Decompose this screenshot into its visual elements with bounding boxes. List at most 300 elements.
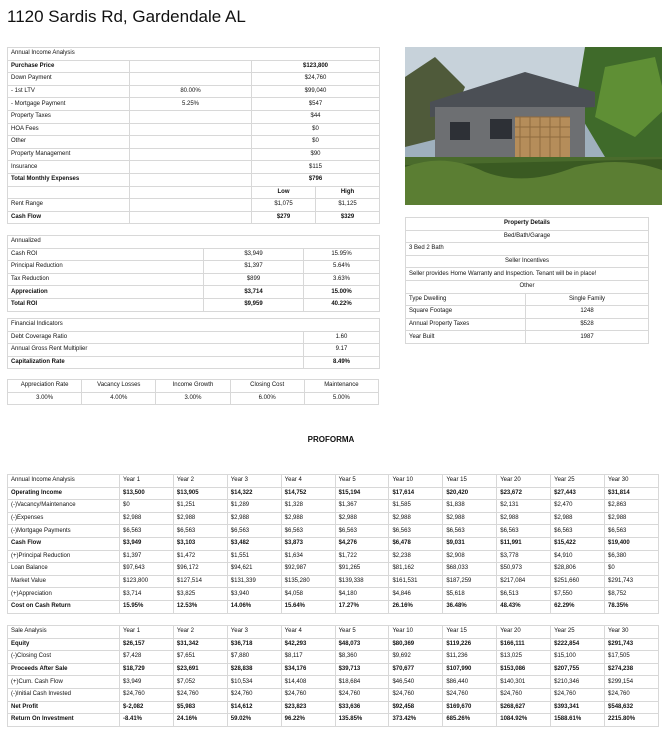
seller-incentives-text: Seller provides Home Warranty and Inspection. Tenant will be in place! <box>406 268 649 281</box>
income-value: $547 <box>252 98 380 111</box>
income-label: Other <box>8 136 130 149</box>
proforma-year-header: Year 2 <box>173 475 227 488</box>
income-label: Insurance <box>8 161 130 174</box>
proforma-cell: $1,328 <box>281 500 335 513</box>
sale-cell: $92,458 <box>389 701 443 714</box>
proforma-cell: 26.16% <box>389 600 443 613</box>
sale-cell: $14,612 <box>227 701 281 714</box>
sale-cell: $9,692 <box>389 651 443 664</box>
proforma-row <box>8 512 659 525</box>
assumption-value: 5.00% <box>304 392 378 405</box>
proforma-year-header: Year 10 <box>389 475 443 488</box>
financial-row <box>8 356 380 369</box>
proforma-cell: $13,905 <box>173 487 227 500</box>
proforma-cell: $50,973 <box>497 563 551 576</box>
proforma-year-header: Year 5 <box>335 475 389 488</box>
income-header: Annual Income Analysis <box>8 48 380 61</box>
sale-cell: $222,854 <box>551 638 605 651</box>
proforma-cell: $2,470 <box>551 500 605 513</box>
sale-cell: $23,691 <box>173 663 227 676</box>
cash-flow-label: Cash Flow <box>8 211 130 224</box>
proforma-cell: $123,800 <box>120 575 174 588</box>
sale-cell: $119,226 <box>443 638 497 651</box>
proforma-cell: $5,618 <box>443 588 497 601</box>
sale-cell: $46,540 <box>389 676 443 689</box>
sale-cell: $24,760 <box>389 688 443 701</box>
sale-cell: $10,534 <box>227 676 281 689</box>
income-percent <box>130 136 252 149</box>
proforma-cell: $23,672 <box>497 487 551 500</box>
proforma-cell: 15.64% <box>281 600 335 613</box>
sale-cell: 1588.61% <box>551 714 605 727</box>
proforma-cell: $3,103 <box>173 537 227 550</box>
proforma-cell: $3,949 <box>120 537 174 550</box>
financial-indicators-table <box>7 318 380 369</box>
sale-cell: $24,760 <box>551 688 605 701</box>
sale-row-label: Net Profit <box>8 701 120 714</box>
annualized-label: Total ROI <box>8 298 204 311</box>
sale-cell: $-2,082 <box>120 701 174 714</box>
proforma-cell: $6,563 <box>335 525 389 538</box>
proforma-cell: $6,478 <box>389 537 443 550</box>
proforma-cell: $4,846 <box>389 588 443 601</box>
proforma-cell: $217,084 <box>497 575 551 588</box>
proforma-cell: $9,031 <box>443 537 497 550</box>
income-table <box>7 47 380 224</box>
proforma-row-label: Loan Balance <box>8 563 120 576</box>
proforma-cell: $14,322 <box>227 487 281 500</box>
proforma-cell: $1,289 <box>227 500 281 513</box>
proforma-cell: $2,988 <box>281 512 335 525</box>
sale-cell: $28,838 <box>227 663 281 676</box>
proforma-cell: $2,988 <box>227 512 281 525</box>
sale-cell: $107,990 <box>443 663 497 676</box>
proforma-header: Annual Income Analysis <box>8 475 120 488</box>
property-label: Square Footage <box>406 306 526 319</box>
proforma-cell: $3,873 <box>281 537 335 550</box>
proforma-cell: $2,988 <box>497 512 551 525</box>
income-value: $24,760 <box>252 73 380 86</box>
annualized-row <box>8 248 380 261</box>
income-percent <box>130 148 252 161</box>
financial-row <box>8 344 380 357</box>
sale-row <box>8 701 659 714</box>
proforma-cell: $4,910 <box>551 550 605 563</box>
proforma-row <box>8 550 659 563</box>
sale-cell: $24,760 <box>335 688 389 701</box>
sale-cell: $5,983 <box>173 701 227 714</box>
proforma-cell: $17,614 <box>389 487 443 500</box>
assumption-label: Closing Cost <box>230 380 304 393</box>
cash-flow-low: $279 <box>252 211 316 224</box>
proforma-cell: $2,988 <box>605 512 659 525</box>
sale-cell: 59.02% <box>227 714 281 727</box>
proforma-row-label: (+)Appreciation <box>8 588 120 601</box>
sale-cell: $8,117 <box>281 651 335 664</box>
annualized-value: $1,397 <box>204 261 304 274</box>
assumption-label: Vacancy Losses <box>82 380 156 393</box>
sale-cell: $24,760 <box>227 688 281 701</box>
sale-analysis-table <box>7 625 659 727</box>
sale-cell: $166,111 <box>497 638 551 651</box>
proforma-year-header: Year 15 <box>443 475 497 488</box>
proforma-row <box>8 537 659 550</box>
annualized-row <box>8 261 380 274</box>
proforma-cell: $11,991 <box>497 537 551 550</box>
proforma-cell: $6,563 <box>389 525 443 538</box>
proforma-cell: $6,563 <box>227 525 281 538</box>
sale-cell: $33,636 <box>335 701 389 714</box>
financial-header: Financial Indicators <box>8 319 380 332</box>
property-value: 1987 <box>526 331 649 344</box>
income-label: Property Management <box>8 148 130 161</box>
annualized-percent: 3.63% <box>304 273 380 286</box>
cash-flow-high: $329 <box>316 211 380 224</box>
sale-row-label: (+)Cum. Cash Flow <box>8 676 120 689</box>
annualized-row <box>8 298 380 311</box>
sale-year-header: Year 10 <box>389 626 443 639</box>
assumption-label: Income Growth <box>156 380 230 393</box>
sale-cell: $548,632 <box>605 701 659 714</box>
proforma-cell: $96,172 <box>173 563 227 576</box>
proforma-cell: $139,338 <box>335 575 389 588</box>
annualized-percent: 15.00% <box>304 286 380 299</box>
proforma-cell: $91,265 <box>335 563 389 576</box>
proforma-cell: $2,988 <box>389 512 443 525</box>
seller-incentives-label: Seller Incentives <box>406 255 649 268</box>
assumption-value: 6.00% <box>230 392 304 405</box>
annualized-row <box>8 273 380 286</box>
proforma-cell: $2,988 <box>173 512 227 525</box>
sale-year-header: Year 4 <box>281 626 335 639</box>
sale-cell: $80,369 <box>389 638 443 651</box>
proforma-cell: $27,443 <box>551 487 605 500</box>
income-row <box>8 123 380 136</box>
proforma-row-label: Cost on Cash Return <box>8 600 120 613</box>
rent-range-label: Rent Range <box>8 199 130 212</box>
property-row <box>406 293 649 306</box>
proforma-cell: $1,367 <box>335 500 389 513</box>
proforma-row-label: Market Value <box>8 575 120 588</box>
proforma-cell: $1,397 <box>120 550 174 563</box>
sale-year-header: Year 20 <box>497 626 551 639</box>
sale-cell: $86,440 <box>443 676 497 689</box>
proforma-row-label: (-)Mortgage Payments <box>8 525 120 538</box>
proforma-cell: 14.06% <box>227 600 281 613</box>
sale-cell: $14,408 <box>281 676 335 689</box>
proforma-row <box>8 575 659 588</box>
sale-cell: $3,949 <box>120 676 174 689</box>
proforma-cell: $1,838 <box>443 500 497 513</box>
proforma-cell: $6,513 <box>497 588 551 601</box>
property-label: Year Built <box>406 331 526 344</box>
annualized-percent: 15.95% <box>304 248 380 261</box>
proforma-cell: $2,238 <box>389 550 443 563</box>
sale-cell: $17,505 <box>605 651 659 664</box>
assumptions-table <box>7 379 379 405</box>
proforma-cell: $135,280 <box>281 575 335 588</box>
bed-bath-value: 3 Bed 2 Bath <box>406 243 649 256</box>
property-details-table <box>405 217 649 344</box>
proforma-cell: 78.35% <box>605 600 659 613</box>
proforma-cell: $6,380 <box>605 550 659 563</box>
income-row <box>8 98 380 111</box>
proforma-cell: $92,987 <box>281 563 335 576</box>
sale-year-header: Year 25 <box>551 626 605 639</box>
income-row <box>8 60 380 73</box>
rent-high: $1,125 <box>316 199 380 212</box>
proforma-cell: $7,550 <box>551 588 605 601</box>
proforma-cell: $14,752 <box>281 487 335 500</box>
proforma-cell: $6,563 <box>173 525 227 538</box>
income-percent <box>130 60 252 73</box>
financial-value: 1.60 <box>304 331 380 344</box>
annualized-percent: 5.64% <box>304 261 380 274</box>
assumption-value: 3.00% <box>156 392 230 405</box>
sale-cell: $291,743 <box>605 638 659 651</box>
proforma-cell: $68,033 <box>443 563 497 576</box>
sale-cell: 1084.92% <box>497 714 551 727</box>
sale-cell: $36,718 <box>227 638 281 651</box>
proforma-cell: $0 <box>605 563 659 576</box>
proforma-cell: $4,058 <box>281 588 335 601</box>
income-label: Total Monthly Expenses <box>8 173 130 186</box>
proforma-cell: $8,752 <box>605 588 659 601</box>
proforma-cell: $187,259 <box>443 575 497 588</box>
proforma-cell: $3,778 <box>497 550 551 563</box>
proforma-cell: $2,988 <box>335 512 389 525</box>
property-details-header: Property Details <box>406 218 649 231</box>
proforma-row-label: (-)Vacancy/Maintenance <box>8 500 120 513</box>
annualized-value: $9,959 <box>204 298 304 311</box>
proforma-cell: $81,162 <box>389 563 443 576</box>
income-value: $99,040 <box>252 85 380 98</box>
proforma-cell: $6,563 <box>443 525 497 538</box>
proforma-cell: $94,621 <box>227 563 281 576</box>
sale-cell: 24.16% <box>173 714 227 727</box>
assumption-label: Appreciation Rate <box>8 380 82 393</box>
annualized-value: $3,714 <box>204 286 304 299</box>
property-photo <box>405 47 662 205</box>
proforma-cell: $3,482 <box>227 537 281 550</box>
proforma-cell: $15,194 <box>335 487 389 500</box>
sale-cell: $7,428 <box>120 651 174 664</box>
sale-header: Sale Analysis <box>8 626 120 639</box>
proforma-cell: $13,500 <box>120 487 174 500</box>
income-percent <box>130 161 252 174</box>
proforma-cell: $6,563 <box>120 525 174 538</box>
proforma-cell: $291,743 <box>605 575 659 588</box>
sale-cell: $8,360 <box>335 651 389 664</box>
property-label: Annual Property Taxes <box>406 318 526 331</box>
financial-value: 8.49% <box>304 356 380 369</box>
income-value: $123,800 <box>252 60 380 73</box>
sale-cell: $24,760 <box>443 688 497 701</box>
annualized-table <box>7 235 380 312</box>
sale-row-label: Proceeds After Sale <box>8 663 120 676</box>
property-row <box>406 306 649 319</box>
income-row <box>8 148 380 161</box>
income-label: - Mortgage Payment <box>8 98 130 111</box>
proforma-cell: $6,563 <box>551 525 605 538</box>
income-value: $90 <box>252 148 380 161</box>
annualized-header: Annualized <box>8 236 380 249</box>
proforma-row <box>8 500 659 513</box>
sale-cell: $24,760 <box>120 688 174 701</box>
sale-cell: $34,176 <box>281 663 335 676</box>
sale-row <box>8 714 659 727</box>
proforma-cell: $6,563 <box>605 525 659 538</box>
income-row <box>8 173 380 186</box>
financial-row <box>8 331 380 344</box>
proforma-cell: $3,714 <box>120 588 174 601</box>
proforma-cell: $161,531 <box>389 575 443 588</box>
sale-cell: $24,760 <box>173 688 227 701</box>
proforma-cell: $31,814 <box>605 487 659 500</box>
sale-cell: $169,670 <box>443 701 497 714</box>
proforma-year-header: Year 20 <box>497 475 551 488</box>
property-value: $528 <box>526 318 649 331</box>
proforma-cell: $97,643 <box>120 563 174 576</box>
proforma-cell: $2,131 <box>497 500 551 513</box>
sale-row-label: (-)Closing Cost <box>8 651 120 664</box>
annualized-percent: 40.22% <box>304 298 380 311</box>
income-label: - 1st LTV <box>8 85 130 98</box>
proforma-cell: $20,420 <box>443 487 497 500</box>
income-label: Property Taxes <box>8 110 130 123</box>
proforma-row-label: (-)Expenses <box>8 512 120 525</box>
proforma-cell: $4,180 <box>335 588 389 601</box>
annualized-value: $899 <box>204 273 304 286</box>
assumption-value: 4.00% <box>82 392 156 405</box>
proforma-cell: $1,722 <box>335 550 389 563</box>
income-value: $0 <box>252 123 380 136</box>
proforma-cell: $2,988 <box>443 512 497 525</box>
sale-cell: $11,236 <box>443 651 497 664</box>
sale-cell: -8.41% <box>120 714 174 727</box>
proforma-cell: $1,585 <box>389 500 443 513</box>
assumption-label: Maintenance <box>304 380 378 393</box>
sale-cell: $23,823 <box>281 701 335 714</box>
proforma-cell: $1,551 <box>227 550 281 563</box>
sale-cell: 96.22% <box>281 714 335 727</box>
sale-cell: $7,880 <box>227 651 281 664</box>
proforma-cell: $19,400 <box>605 537 659 550</box>
income-value: $44 <box>252 110 380 123</box>
annualized-label: Tax Reduction <box>8 273 204 286</box>
sale-row <box>8 688 659 701</box>
sale-year-header: Year 1 <box>120 626 174 639</box>
proforma-cell: 62.29% <box>551 600 605 613</box>
property-label: Type Dwelling <box>406 293 526 306</box>
proforma-cell: $1,472 <box>173 550 227 563</box>
proforma-cell: 15.95% <box>120 600 174 613</box>
income-percent <box>130 73 252 86</box>
sale-cell: $24,760 <box>605 688 659 701</box>
sale-cell: $7,651 <box>173 651 227 664</box>
annualized-row <box>8 286 380 299</box>
sale-year-header: Year 3 <box>227 626 281 639</box>
proforma-row-label: (+)Principal Reduction <box>8 550 120 563</box>
financial-label: Debt Coverage Ratio <box>8 331 304 344</box>
sale-year-header: Year 5 <box>335 626 389 639</box>
sale-cell: $42,293 <box>281 638 335 651</box>
proforma-year-header: Year 4 <box>281 475 335 488</box>
financial-label: Annual Gross Rent Multiplier <box>8 344 304 357</box>
proforma-cell: $28,806 <box>551 563 605 576</box>
income-row <box>8 85 380 98</box>
proforma-cell: $4,276 <box>335 537 389 550</box>
income-value: $796 <box>252 173 380 186</box>
proforma-row <box>8 525 659 538</box>
sale-cell: $31,342 <box>173 638 227 651</box>
proforma-year-header: Year 30 <box>605 475 659 488</box>
proforma-title: PROFORMA <box>307 435 355 444</box>
income-percent: 80.00% <box>130 85 252 98</box>
income-value: $0 <box>252 136 380 149</box>
sale-row-label: Return On Investment <box>8 714 120 727</box>
income-label: Purchase Price <box>8 60 130 73</box>
sale-cell: $153,086 <box>497 663 551 676</box>
sale-cell: $48,073 <box>335 638 389 651</box>
proforma-row <box>8 588 659 601</box>
proforma-cell: $0 <box>120 500 174 513</box>
sale-cell: $24,760 <box>281 688 335 701</box>
proforma-row <box>8 563 659 576</box>
sale-cell: $15,100 <box>551 651 605 664</box>
sale-row <box>8 651 659 664</box>
sale-cell: $140,301 <box>497 676 551 689</box>
assumption-value: 3.00% <box>8 392 82 405</box>
sale-cell: $18,729 <box>120 663 174 676</box>
sale-cell: $268,627 <box>497 701 551 714</box>
sale-row <box>8 638 659 651</box>
property-row <box>406 318 649 331</box>
income-label: HOA Fees <box>8 123 130 136</box>
sale-cell: $39,713 <box>335 663 389 676</box>
annualized-label: Cash ROI <box>8 248 204 261</box>
sale-cell: $13,025 <box>497 651 551 664</box>
proforma-cell: $3,940 <box>227 588 281 601</box>
annualized-label: Principal Reduction <box>8 261 204 274</box>
sale-cell: $210,346 <box>551 676 605 689</box>
income-percent <box>130 110 252 123</box>
proforma-cell: $131,339 <box>227 575 281 588</box>
proforma-year-header: Year 3 <box>227 475 281 488</box>
sale-cell: 2215.80% <box>605 714 659 727</box>
proforma-cell: $127,514 <box>173 575 227 588</box>
high-label: High <box>316 186 380 199</box>
proforma-cell: $251,660 <box>551 575 605 588</box>
proforma-table <box>7 474 659 614</box>
income-value: $115 <box>252 161 380 174</box>
sale-cell: 373.42% <box>389 714 443 727</box>
sale-row <box>8 676 659 689</box>
income-percent: 5.25% <box>130 98 252 111</box>
rent-low: $1,075 <box>252 199 316 212</box>
page-title: 1120 Sardis Rd, Gardendale AL <box>7 7 246 26</box>
proforma-cell: 48.43% <box>497 600 551 613</box>
sale-cell: $207,755 <box>551 663 605 676</box>
sale-cell: 685.26% <box>443 714 497 727</box>
income-row <box>8 136 380 149</box>
financial-label: Capitalization Rate <box>8 356 304 369</box>
proforma-row-label: Cash Flow <box>8 537 120 550</box>
proforma-cell: $1,634 <box>281 550 335 563</box>
financial-value: 9.17 <box>304 344 380 357</box>
sale-row-label: (-)Initial Cash Invested <box>8 688 120 701</box>
sale-cell: $274,238 <box>605 663 659 676</box>
